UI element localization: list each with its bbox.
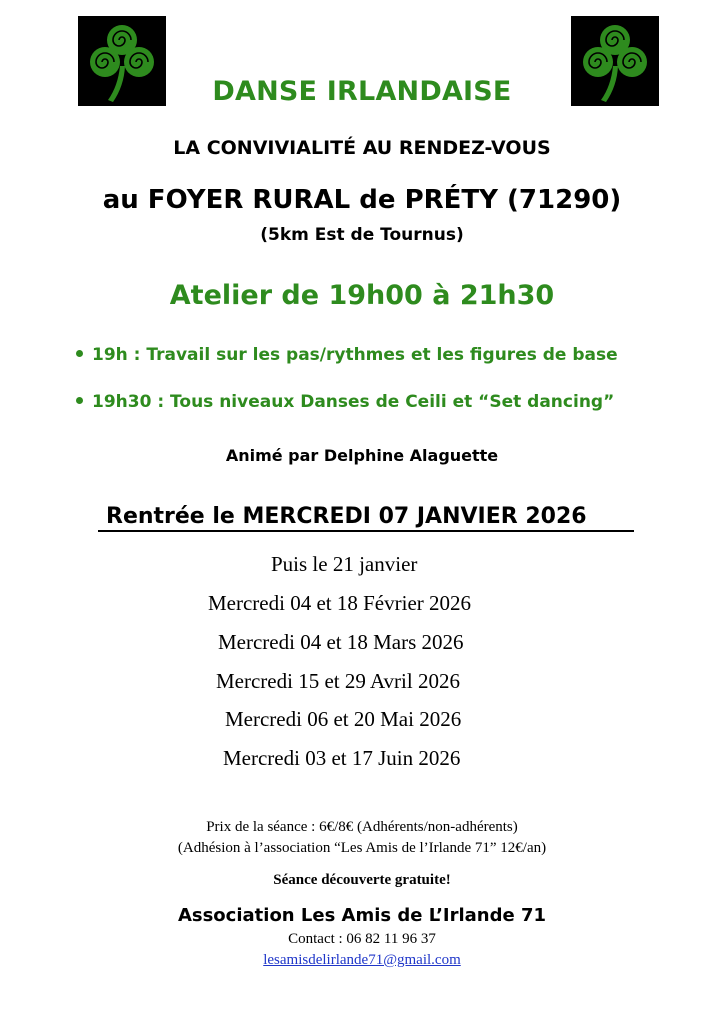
list-item: Mercredi 03 et 17 Juin 2026	[223, 746, 461, 770]
list-item: Mercredi 04 et 18 Mars 2026	[218, 630, 464, 654]
list-item: Mercredi 15 et 29 Avril 2026	[216, 669, 460, 693]
venue-heading: au FOYER RURAL de PRÉTY (71290)	[102, 185, 622, 215]
list-item	[76, 345, 618, 365]
instructor-credit: Animé par Delphine Alaguette	[225, 446, 499, 465]
list-item	[76, 392, 614, 412]
free-trial-note: Séance découverte gratuite!	[273, 872, 451, 888]
rentree-date: Rentrée le MERCREDI 07 JANVIER 2026	[98, 504, 634, 532]
session-price: Prix de la séance : 6€/8€ (Adhérents/non-adhérents)	[206, 819, 518, 835]
page-title: DANSE IRLANDAISE	[212, 76, 512, 107]
list-item: Mercredi 06 et 20 Mai 2026	[225, 707, 462, 731]
membership-fee: (Adhésion à l’association “Les Amis de l’Irlande 71” 12€/an)	[177, 840, 547, 856]
venue-distance: (5km Est de Tournus)	[260, 225, 464, 245]
list-item: Mercredi 04 et 18 Février 2026	[208, 591, 472, 615]
email-link[interactable]: lesamisdelirlande71@gmail.com	[263, 952, 461, 968]
bullet-icon	[76, 350, 83, 357]
bullet-icon	[76, 397, 83, 404]
list-item: Puis le 21 janvier	[271, 552, 418, 576]
workshop-hours: Atelier de 19h00 à 21h30	[169, 280, 555, 311]
association-name: Association Les Amis de L’Irlande 71	[177, 905, 547, 926]
email-container	[0, 952, 724, 969]
contact-phone: Contact : 06 82 11 96 37	[288, 931, 436, 947]
bullet-text: 19h30 : Tous niveaux Danses de Ceili et “Set dancing”	[92, 392, 615, 412]
bullet-text: 19h : Travail sur les pas/rythmes et les figures de base	[92, 345, 618, 365]
subtitle: LA CONVIVIALITÉ AU RENDEZ-VOUS	[173, 137, 551, 159]
